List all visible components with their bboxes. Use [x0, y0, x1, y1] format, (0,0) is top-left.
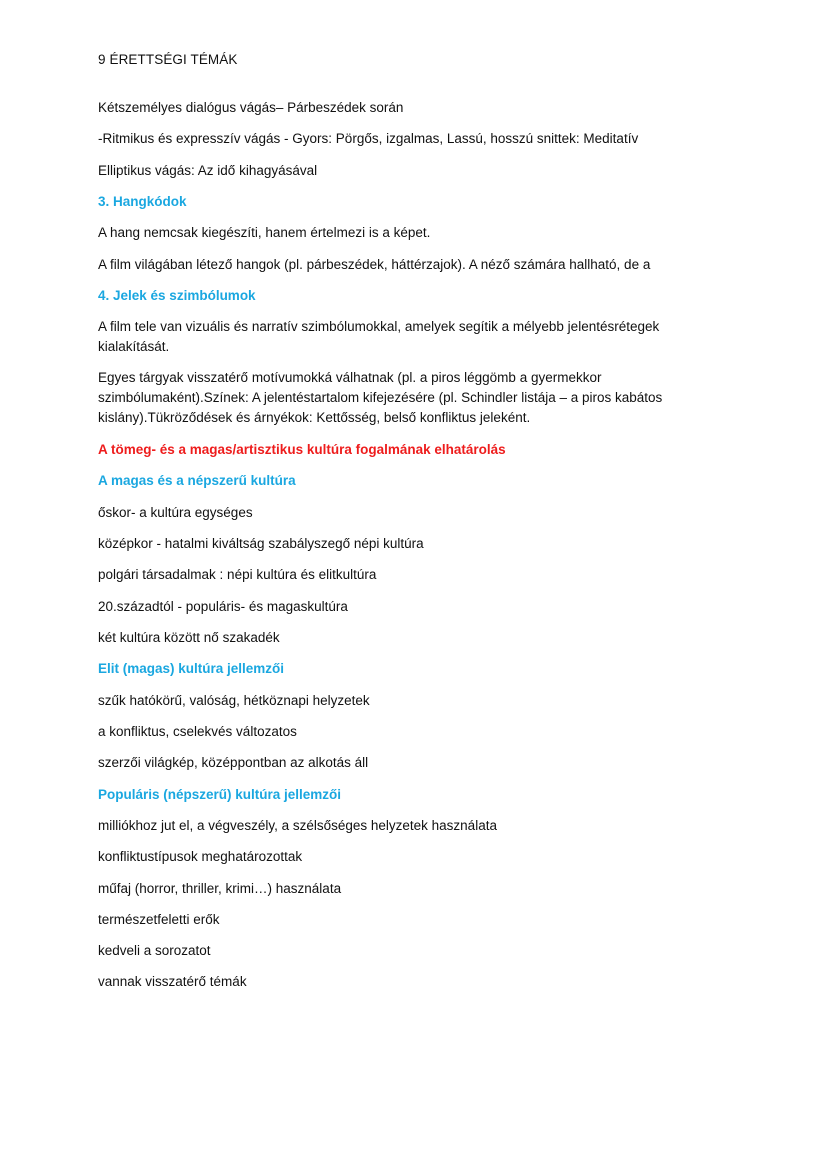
page-header: 9 ÉRETTSÉGI TÉMÁK [98, 52, 238, 67]
text-line: szűk hatókörű, valóság, hétköznapi helyzetek [98, 693, 370, 708]
section-heading: A magas és a népszerű kultúra [98, 473, 296, 488]
section-heading: 3. Hangkódok [98, 194, 187, 209]
text-line: természetfeletti erők [98, 912, 220, 927]
text-line: vannak visszatérő témák [98, 974, 247, 989]
text-line: kedveli a sorozatot [98, 943, 211, 958]
section-heading: Elit (magas) kultúra jellemzői [98, 661, 285, 676]
text-line: konfliktustípusok meghatározottak [98, 849, 303, 864]
text-line: középkor - hatalmi kiváltság szabályszegő népi kultúra [98, 536, 424, 551]
text-line: műfaj (horror, thriller, krimi…) használata [98, 881, 342, 896]
text-line: polgári társadalmak : népi kultúra és elitkultúra [98, 567, 377, 582]
text-line: Egyes tárgyak visszatérő motívumokká válhatnak (pl. a piros léggömb a gyermekkor [98, 370, 602, 385]
text-line: Kétszemélyes dialógus vágás– Párbeszédek során [98, 100, 404, 115]
text-line: két kultúra között nő szakadék [98, 630, 280, 645]
main-heading: A tömeg- és a magas/artisztikus kultúra fogalmának elhatárolás [98, 442, 506, 457]
section-heading: 4. Jelek és szimbólumok [98, 288, 256, 303]
text-line: -Ritmikus és expresszív vágás - Gyors: Pörgős, izgalmas, Lassú, hosszú snittek: Meditatív [98, 131, 639, 146]
text-line: a konfliktus, cselekvés változatos [98, 724, 297, 739]
section-heading: Populáris (népszerű) kultúra jellemzői [98, 787, 342, 802]
text-line: A hang nemcsak kiegészíti, hanem értelmezi is a képet. [98, 225, 431, 240]
text-line: Elliptikus vágás: Az idő kihagyásával [98, 163, 318, 178]
text-line: A film tele van vizuális és narratív szimbólumokkal, amelyek segítik a mélyebb jelentésrétegek [98, 319, 660, 334]
text-line: milliókhoz jut el, a végveszély, a szélsőséges helyzetek használata [98, 818, 497, 833]
text-line: A film világában létező hangok (pl. párbeszédek, háttérzajok). A néző számára hallható, de a [98, 257, 651, 272]
text-line: kislány).Tükröződések és árnyékok: Kettősség, belső konfliktus jeleként. [98, 410, 531, 425]
text-line: kialakítását. [98, 339, 170, 354]
text-line: szimbólumaként).Színek: A jelentéstartalom kifejezésére (pl. Schindler listája – a piros kabátos [98, 390, 663, 405]
text-line: 20.századtól - populáris- és magaskultúra [98, 599, 348, 614]
text-line: őskor- a kultúra egységes [98, 505, 253, 520]
text-line: szerzői világkép, középpontban az alkotás áll [98, 755, 369, 770]
